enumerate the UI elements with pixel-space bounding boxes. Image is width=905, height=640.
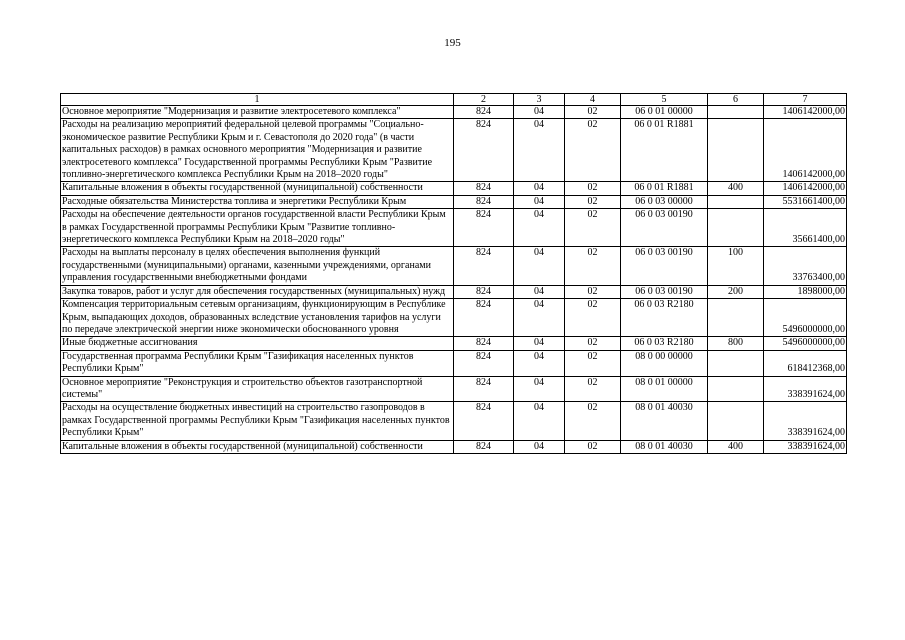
table-row — [61, 337, 847, 350]
target-article-code: 06 0 03 00190 — [621, 247, 708, 285]
subsection-code: 02 — [565, 195, 621, 208]
expense-name: Расходные обязательства Министерства топлива и энергетики Республики Крым — [61, 195, 454, 208]
target-article-code: 06 0 03 00000 — [621, 195, 708, 208]
section-code: 04 — [514, 119, 565, 182]
table-row — [61, 440, 847, 453]
section-code: 04 — [514, 247, 565, 285]
section-code: 04 — [514, 106, 565, 119]
expense-type-code — [708, 376, 764, 402]
expense-type-code — [708, 350, 764, 376]
expense-name: Основное мероприятие "Модернизация и развитие электросетевого комплекса" — [61, 106, 454, 119]
subsection-code: 02 — [565, 402, 621, 440]
amount: 338391624,00 — [764, 402, 847, 440]
department-code: 824 — [454, 337, 514, 350]
table-row — [61, 350, 847, 376]
expense-name: Расходы на выплаты персоналу в целях обеспечения выполнения функций государственными (муниципальными) органами, казенными учреждениями, органами управления государственными внебюджетными фондами — [61, 247, 454, 285]
subsection-code: 02 — [565, 285, 621, 298]
expense-type-code — [708, 195, 764, 208]
section-code: 04 — [514, 285, 565, 298]
expense-type-code — [708, 299, 764, 337]
table-row — [61, 285, 847, 298]
table-row — [61, 376, 847, 402]
table-row — [61, 195, 847, 208]
subsection-code: 02 — [565, 106, 621, 119]
subsection-code: 02 — [565, 299, 621, 337]
table-row — [61, 402, 847, 440]
section-code: 04 — [514, 195, 565, 208]
table-row — [61, 119, 847, 182]
department-code: 824 — [454, 247, 514, 285]
expense-type-code: 100 — [708, 247, 764, 285]
target-article-code: 08 0 01 40030 — [621, 440, 708, 453]
expense-type-code: 800 — [708, 337, 764, 350]
amount: 1406142000,00 — [764, 106, 847, 119]
expense-name: Капитальные вложения в объекты государственной (муниципальной) собственности — [61, 440, 454, 453]
department-code: 824 — [454, 106, 514, 119]
amount: 338391624,00 — [764, 376, 847, 402]
subsection-code: 02 — [565, 182, 621, 195]
section-code: 04 — [514, 337, 565, 350]
section-code: 04 — [514, 376, 565, 402]
expense-name: Основное мероприятие "Реконструкция и строительство объектов газотранспортной системы" — [61, 376, 454, 402]
expense-type-code — [708, 402, 764, 440]
expense-type-code: 400 — [708, 182, 764, 195]
page-number: 195 — [444, 37, 461, 49]
section-code: 04 — [514, 209, 565, 247]
amount: 618412368,00 — [764, 350, 847, 376]
table-row — [61, 182, 847, 195]
section-code: 04 — [514, 350, 565, 376]
amount: 5531661400,00 — [764, 195, 847, 208]
target-article-code: 06 0 01 R1881 — [621, 182, 708, 195]
expense-type-code — [708, 106, 764, 119]
column-header: 3 — [514, 94, 565, 106]
subsection-code: 02 — [565, 337, 621, 350]
column-header: 6 — [708, 94, 764, 106]
target-article-code: 06 0 01 R1881 — [621, 119, 708, 182]
section-code: 04 — [514, 299, 565, 337]
department-code: 824 — [454, 195, 514, 208]
amount: 1898000,00 — [764, 285, 847, 298]
table-row — [61, 209, 847, 247]
expense-type-code — [708, 119, 764, 182]
amount: 35661400,00 — [764, 209, 847, 247]
expense-name: Закупка товаров, работ и услуг для обеспечения государственных (муниципальных) нужд — [61, 285, 454, 298]
budget-table — [60, 93, 847, 454]
subsection-code: 02 — [565, 440, 621, 453]
section-code: 04 — [514, 440, 565, 453]
section-code: 04 — [514, 182, 565, 195]
column-header: 2 — [454, 94, 514, 106]
table-row — [61, 299, 847, 337]
amount: 338391624,00 — [764, 440, 847, 453]
expense-name: Расходы на осуществление бюджетных инвестиций на строительство газопроводов в рамках Государственной программы Республики Крым "Газификация населенных пунктов Республики Крым" — [61, 402, 454, 440]
column-header: 7 — [764, 94, 847, 106]
target-article-code: 06 0 01 00000 — [621, 106, 708, 119]
target-article-code: 08 0 01 40030 — [621, 402, 708, 440]
section-code: 04 — [514, 402, 565, 440]
department-code: 824 — [454, 299, 514, 337]
department-code: 824 — [454, 209, 514, 247]
expense-type-code: 400 — [708, 440, 764, 453]
expense-name: Иные бюджетные ассигнования — [61, 337, 454, 350]
department-code: 824 — [454, 119, 514, 182]
amount: 1406142000,00 — [764, 182, 847, 195]
subsection-code: 02 — [565, 376, 621, 402]
amount: 1406142000,00 — [764, 119, 847, 182]
subsection-code: 02 — [565, 247, 621, 285]
target-article-code: 08 0 01 00000 — [621, 376, 708, 402]
department-code: 824 — [454, 350, 514, 376]
subsection-code: 02 — [565, 209, 621, 247]
expense-name: Расходы на обеспечение деятельности органов государственной власти Республики Крым в рамках Государственной программы Республики Крым "Развитие топливно-энергетического комплекса Республики Крым на 2018–2020 годы" — [61, 209, 454, 247]
expense-name: Компенсация территориальным сетевым организациям, функционирующим в Республике Крым, выпадающих доходов, образованных вследствие установления тарифов на услуги по передаче электрической энергии ниже экономически обоснованного уровня — [61, 299, 454, 337]
table-header-row — [61, 94, 847, 106]
target-article-code: 06 0 03 R2180 — [621, 337, 708, 350]
department-code: 824 — [454, 285, 514, 298]
target-article-code: 08 0 00 00000 — [621, 350, 708, 376]
column-header: 1 — [61, 94, 454, 106]
column-header: 5 — [621, 94, 708, 106]
target-article-code: 06 0 03 R2180 — [621, 299, 708, 337]
subsection-code: 02 — [565, 119, 621, 182]
expense-name: Капитальные вложения в объекты государственной (муниципальной) собственности — [61, 182, 454, 195]
expense-type-code — [708, 209, 764, 247]
column-header: 4 — [565, 94, 621, 106]
amount: 5496000000,00 — [764, 299, 847, 337]
expense-type-code: 200 — [708, 285, 764, 298]
table-row — [61, 247, 847, 285]
department-code: 824 — [454, 402, 514, 440]
amount: 33763400,00 — [764, 247, 847, 285]
department-code: 824 — [454, 182, 514, 195]
expense-name: Расходы на реализацию мероприятий федеральной целевой программы "Социально-экономическое развитие Республики Крым и г. Севастополя до 2020 года" (в части капитальных расходов) в рамках основного мероприятия "Модернизация и развитие электросетевого комплекса" Государственной программы Республики Крым "Развитие топливно-энергетического комплекса Республики Крым на 2018–2020 годы" — [61, 119, 454, 182]
expense-name: Государственная программа Республики Крым "Газификация населенных пунктов Республики Крым" — [61, 350, 454, 376]
target-article-code: 06 0 03 00190 — [621, 285, 708, 298]
table-row — [61, 106, 847, 119]
target-article-code: 06 0 03 00190 — [621, 209, 708, 247]
subsection-code: 02 — [565, 350, 621, 376]
amount: 5496000000,00 — [764, 337, 847, 350]
department-code: 824 — [454, 440, 514, 453]
department-code: 824 — [454, 376, 514, 402]
